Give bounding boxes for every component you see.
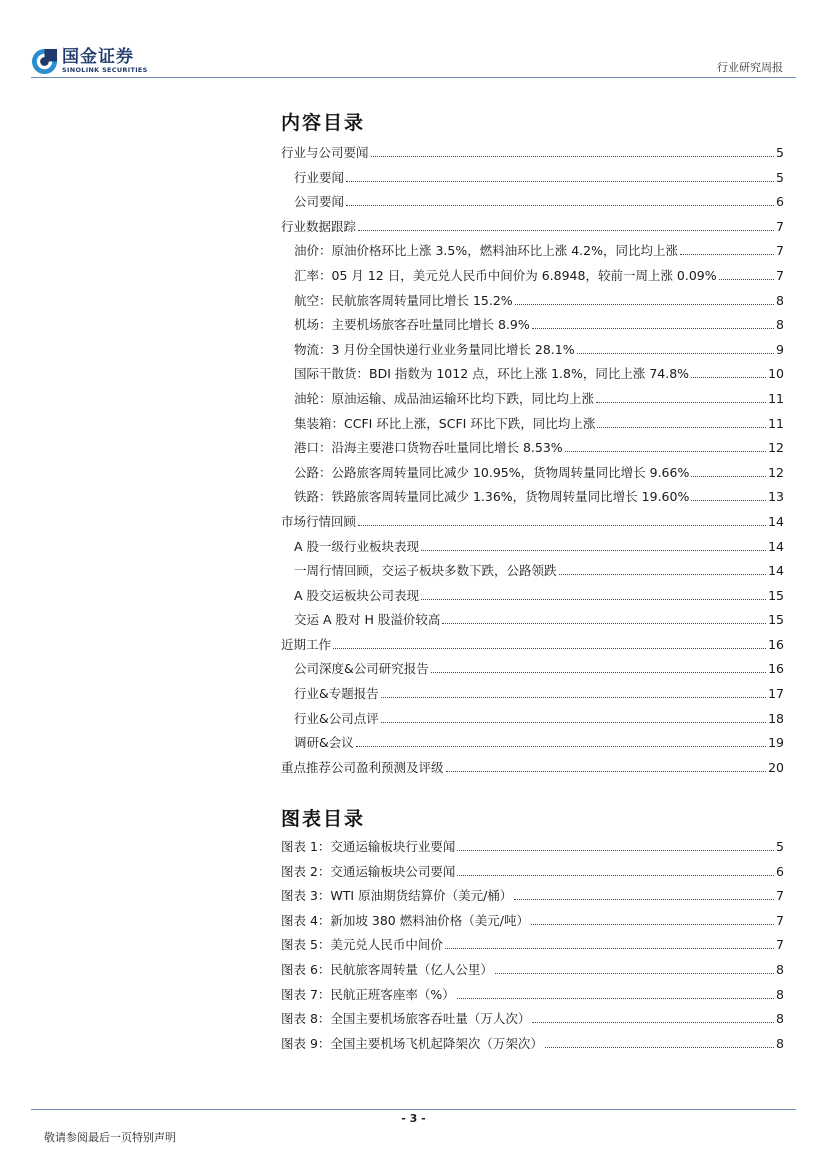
entry-page-number: 15 <box>768 612 784 628</box>
dot-leader <box>532 1021 774 1023</box>
figure-entry[interactable] <box>281 913 784 928</box>
toc-entry[interactable] <box>281 317 784 332</box>
dot-leader <box>421 549 766 551</box>
toc-entry[interactable] <box>281 243 784 258</box>
entry-label: 港口：沿海主要港口货物吞吐量同比增长 8.53% <box>294 440 563 456</box>
figures-title: 图表目录 <box>281 808 366 830</box>
dot-leader <box>597 426 766 428</box>
dot-leader <box>381 696 766 698</box>
entry-page-number: 15 <box>768 587 784 603</box>
entry-label: 机场：主要机场旅客吞吐量同比增长 8.9% <box>294 317 530 333</box>
logo-en-text: SINOLINK SECURITIES <box>62 65 148 74</box>
dot-leader <box>445 947 774 949</box>
entry-label: 图表 3：WTI 原油期货结算价（美元/桶） <box>281 888 513 904</box>
entry-label: 行业数据跟踪 <box>281 218 357 234</box>
toc-entry[interactable] <box>281 366 784 381</box>
entry-page-number: 7 <box>776 888 784 904</box>
figure-entry[interactable] <box>281 962 784 977</box>
toc-entry[interactable] <box>281 170 784 185</box>
entry-page-number: 7 <box>776 218 784 234</box>
toc-entry[interactable] <box>281 416 784 431</box>
toc-entry[interactable] <box>281 760 784 775</box>
entry-page-number: 10 <box>768 366 784 382</box>
entry-label: 油轮：原油运输、成品油运输环比均下跌，同比均上涨 <box>294 390 595 406</box>
dot-leader <box>596 401 766 403</box>
entry-page-number: 14 <box>768 538 784 554</box>
entry-label: 一周行情回顾，交运子板块多数下跌，公路领跌 <box>294 563 557 579</box>
entry-page-number: 7 <box>776 267 784 283</box>
entry-page-number: 8 <box>776 317 784 333</box>
dot-leader <box>356 745 766 747</box>
figure-entry[interactable] <box>281 1036 784 1051</box>
dot-leader <box>545 1046 774 1048</box>
figure-entry[interactable] <box>281 937 784 952</box>
dot-leader <box>691 499 766 501</box>
dot-leader <box>532 327 774 329</box>
entry-label: 油价：原油价格环比上涨 3.5%，燃料油环比上涨 4.2%，同比均上涨 <box>294 243 678 259</box>
dot-leader <box>514 898 774 900</box>
logo-cn-text: 国金证券 <box>62 46 134 67</box>
toc-entry[interactable] <box>281 539 784 554</box>
entry-page-number: 8 <box>776 961 784 977</box>
toc-entry[interactable] <box>281 145 784 160</box>
contents-list <box>281 145 784 784</box>
dot-leader <box>371 155 775 157</box>
dot-leader <box>691 475 766 477</box>
entry-label: 图表 7：民航正班客座率（%） <box>281 986 455 1002</box>
figures-list <box>281 839 784 1060</box>
toc-entry[interactable] <box>281 711 784 726</box>
toc-entry[interactable] <box>281 735 784 750</box>
toc-entry[interactable] <box>281 268 784 283</box>
entry-label: 图表 2：交通运输板块公司要闻 <box>281 863 456 879</box>
figure-entry[interactable] <box>281 987 784 1002</box>
entry-label: 市场行情回顾 <box>281 513 357 529</box>
toc-entry[interactable] <box>281 219 784 234</box>
dot-leader <box>346 204 774 206</box>
entry-label: 航空：民航旅客周转量同比增长 15.2% <box>294 292 513 308</box>
entry-label: 行业与公司要闻 <box>281 145 369 160</box>
toc-entry[interactable] <box>281 661 784 676</box>
entry-page-number: 14 <box>768 513 784 529</box>
header-divider <box>31 77 796 78</box>
entry-page-number: 12 <box>768 440 784 456</box>
entry-label: 图表 9：全国主要机场飞机起降架次（万架次） <box>281 1035 543 1051</box>
toc-entry[interactable] <box>281 686 784 701</box>
dot-leader <box>565 450 766 452</box>
entry-page-number: 5 <box>776 145 784 160</box>
toc-entry[interactable] <box>281 637 784 652</box>
entry-page-number: 5 <box>776 169 784 185</box>
entry-label: 重点推荐公司盈利预测及评级 <box>281 759 444 775</box>
entry-label: 公司要闻 <box>294 194 345 210</box>
entry-page-number: 12 <box>768 464 784 480</box>
entry-label: 公路：公路旅客周转量同比减少 10.95%，货物周转量同比增长 9.66% <box>294 464 690 480</box>
dot-leader <box>431 671 766 673</box>
entry-page-number: 18 <box>768 710 784 726</box>
toc-entry[interactable] <box>281 612 784 627</box>
dot-leader <box>381 721 766 723</box>
dot-leader <box>457 874 774 876</box>
entry-label: 物流：3 月份全国快递行业业务量同比增长 28.1% <box>294 341 575 357</box>
dot-leader <box>691 376 766 378</box>
figure-entry[interactable] <box>281 1011 784 1026</box>
entry-label: 公司深度&公司研究报告 <box>294 661 429 677</box>
entry-page-number: 13 <box>768 489 784 505</box>
entry-page-number: 16 <box>768 636 784 652</box>
entry-page-number: 6 <box>776 863 784 879</box>
entry-label: 铁路：铁路旅客周转量同比减少 1.36%，货物周转量同比增长 19.60% <box>294 489 690 505</box>
company-logo <box>31 44 148 78</box>
toc-entry[interactable] <box>281 563 784 578</box>
entry-page-number: 11 <box>768 390 784 406</box>
entry-page-number: 9 <box>776 341 784 357</box>
dot-leader <box>457 849 774 851</box>
entry-label: 汇率：05 月 12 日，美元兑人民币中间价为 6.8948，较前一周上涨 0.09% <box>294 267 717 283</box>
contents-title: 内容目录 <box>281 112 366 134</box>
report-type: 行业研究周报 <box>717 61 783 74</box>
entry-label: 国际干散货：BDI 指数为 1012 点，环比上涨 1.8%，同比上涨 74.8% <box>294 366 690 382</box>
toc-entry[interactable] <box>281 465 784 480</box>
figure-entry[interactable] <box>281 864 784 879</box>
page-header <box>0 0 827 80</box>
toc-entry[interactable] <box>281 514 784 529</box>
toc-entry[interactable] <box>281 489 784 504</box>
entry-page-number: 7 <box>776 937 784 953</box>
entry-label: 图表 8：全国主要机场旅客吞吐量（万人次） <box>281 1011 531 1027</box>
disclaimer-note: 敬请参阅最后一页特别声明 <box>44 1131 176 1144</box>
entry-label: 图表 1：交通运输板块行业要闻 <box>281 839 456 854</box>
entry-page-number: 14 <box>768 563 784 579</box>
toc-entry[interactable] <box>281 588 784 603</box>
entry-page-number: 8 <box>776 292 784 308</box>
dot-leader <box>495 972 774 974</box>
entry-page-number: 8 <box>776 986 784 1002</box>
entry-page-number: 17 <box>768 686 784 702</box>
toc-entry[interactable] <box>281 391 784 406</box>
dot-leader <box>421 598 766 600</box>
dot-leader <box>515 303 774 305</box>
dot-leader <box>358 229 774 231</box>
dot-leader <box>442 622 766 624</box>
entry-label: 调研&会议 <box>294 735 354 751</box>
entry-page-number: 6 <box>776 194 784 210</box>
entry-label: 图表 5：美元兑人民币中间价 <box>281 937 443 953</box>
entry-label: 集装箱：CCFI 环比上涨，SCFI 环比下跌，同比均上涨 <box>294 415 596 431</box>
dot-leader <box>358 524 766 526</box>
entry-label: 图表 6：民航旅客周转量（亿人公里） <box>281 961 493 977</box>
toc-entry[interactable] <box>281 293 784 308</box>
entry-label: A 股一级行业板块表现 <box>294 538 420 554</box>
entry-page-number: 16 <box>768 661 784 677</box>
entry-page-number: 8 <box>776 1011 784 1027</box>
entry-page-number: 8 <box>776 1035 784 1051</box>
dot-leader <box>531 923 774 925</box>
entry-page-number: 7 <box>776 912 784 928</box>
entry-page-number: 20 <box>768 759 784 775</box>
dot-leader <box>559 573 767 575</box>
entry-page-number: 7 <box>776 243 784 259</box>
figure-entry[interactable] <box>281 888 784 903</box>
entry-label: 行业&公司点评 <box>294 710 379 726</box>
logo-mark-icon <box>31 48 58 75</box>
toc-entry[interactable] <box>281 342 784 357</box>
entry-page-number: 11 <box>768 415 784 431</box>
toc-entry[interactable] <box>281 440 784 455</box>
entry-label: 行业要闻 <box>294 169 345 185</box>
entry-page-number: 19 <box>768 735 784 751</box>
entry-page-number: 5 <box>776 839 784 854</box>
dot-leader <box>719 278 774 280</box>
entry-label: A 股交运板块公司表现 <box>294 587 420 603</box>
figure-entry[interactable] <box>281 839 784 854</box>
footer-divider <box>31 1109 796 1110</box>
entry-label: 图表 4：新加坡 380 燃料油价格（美元/吨） <box>281 912 529 928</box>
entry-label: 交运 A 股对 H 股溢价较高 <box>294 612 441 628</box>
dot-leader <box>333 647 766 649</box>
entry-label: 行业&专题报告 <box>294 686 379 702</box>
dot-leader <box>577 352 774 354</box>
dot-leader <box>446 770 767 772</box>
dot-leader <box>346 180 774 182</box>
entry-label: 近期工作 <box>281 636 332 652</box>
dot-leader <box>680 253 774 255</box>
page-number: - 3 - <box>401 1112 426 1125</box>
toc-entry[interactable] <box>281 194 784 209</box>
dot-leader <box>457 997 774 999</box>
